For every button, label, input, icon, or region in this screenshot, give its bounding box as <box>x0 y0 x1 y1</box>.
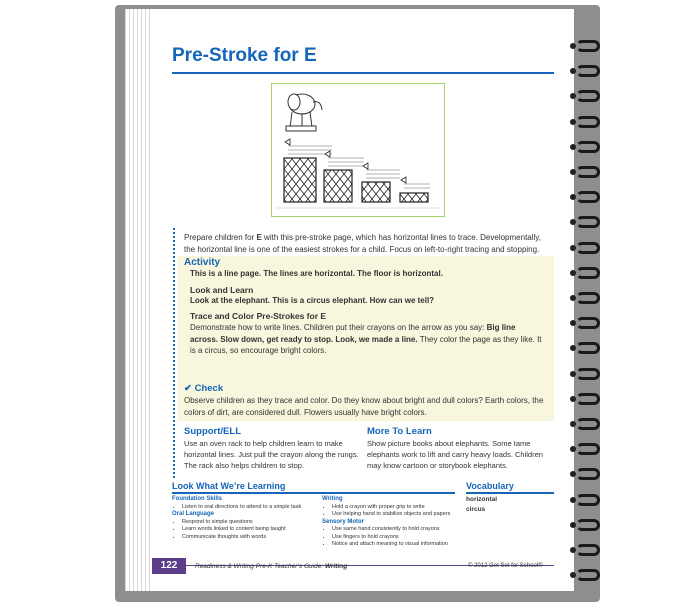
dotted-margin-line <box>173 228 175 478</box>
list-item: • Learn words linked to content being taught <box>182 526 317 534</box>
trace-text: Demonstrate how to write lines. Children put their crayons on the arrow as you say: Big line across. Slow down, get ready to stop. Look, we made a line. They color the page as they like. It is a circus, so encourage bright colors. <box>190 323 542 355</box>
spiral-coil <box>574 368 604 382</box>
spiral-coil <box>574 141 604 155</box>
spiral-coil <box>574 443 604 457</box>
vocabulary-rule <box>466 492 554 494</box>
support-heading: Support/ELL <box>184 426 241 437</box>
spiral-coil <box>574 519 604 533</box>
support-text: Use an oven rack to help children learn to make horizontal lines. Just pull the crayon along the rungs. The rack also helps children to stop. <box>184 439 359 470</box>
vocab-word: horizontal <box>466 496 498 503</box>
spiral-coil <box>574 242 604 256</box>
look-learn-heading: Look and Learn <box>190 285 254 295</box>
vocabulary-heading: Vocabulary <box>466 481 514 491</box>
learning-column-right <box>322 496 462 549</box>
learning-column-left <box>172 496 317 541</box>
list-item: • Listen to oral directions to attend to a simple task <box>182 504 317 512</box>
spiral-coil <box>574 393 604 407</box>
list-item: • Use fingers to hold crayons <box>332 534 462 542</box>
trace-heading: Trace and Color Pre-Strokes for E <box>190 311 327 321</box>
spiral-coil <box>574 317 604 331</box>
worksheet-thumbnail <box>271 83 445 217</box>
look-learn-text: Look at the elephant. This is a circus elephant. How can we tell? <box>190 296 435 305</box>
spiral-coil <box>574 90 604 104</box>
list-item: • Notice and attach meaning to visual information <box>332 541 462 549</box>
spiral-coil <box>574 216 604 230</box>
foundation-heading: Foundation Skills <box>172 496 223 502</box>
oral-heading: Oral Language <box>172 511 215 517</box>
spiral-coil <box>574 267 604 281</box>
more-text: Show picture books about elephants. Some tame elephants work to lift and carry heavy loads. Children may know cartoon or storybook elephants. <box>367 439 543 470</box>
spiral-coil <box>574 342 604 356</box>
page-number: 122 <box>152 558 186 574</box>
spiral-coil <box>574 65 604 79</box>
spiral-coil <box>574 292 604 306</box>
spiral-coil <box>574 166 604 180</box>
activity-line: This is a line page. The lines are horizontal. The floor is horizontal. <box>190 269 443 278</box>
intro-text: Prepare children for E with this pre-stroke page, which has horizontal lines to trace. Developmentally, the horizontal line is one of the easiest strokes for a child. Focus on left-to-right tracing and stopping. <box>184 233 541 254</box>
sensory-heading: Sensory Motor <box>322 518 365 525</box>
page-title: Pre-Stroke for E <box>172 45 317 66</box>
writing-heading: Writing <box>322 496 343 502</box>
title-rule <box>172 72 554 74</box>
list-item: • Use same hand consistently to hold crayons <box>332 526 462 534</box>
list-item: • Respond to simple questions <box>182 519 317 527</box>
check-text: Observe children as they trace and color. Do they know about bright and dull colors? Earth colors, the colors of dirt, are considered dull. Flowers usually have bright colors. <box>184 396 544 417</box>
spiral-coil <box>574 191 604 205</box>
list-item: • Hold a crayon with proper grip to write <box>332 504 462 512</box>
learning-heading: Look What We’re Learning <box>172 481 286 491</box>
list-item: • Communicate thoughts with words <box>182 534 317 542</box>
activity-heading: Activity <box>184 257 221 268</box>
footer-book-title: Readiness & Writing Pre-K Teacher’s Guide: Writing <box>195 563 348 570</box>
list-item: • Use helping hand to stabilize objects and papers <box>332 511 462 519</box>
spiral-coil <box>574 40 604 54</box>
spiral-coil <box>574 569 604 583</box>
worksheet-illustration <box>272 84 444 216</box>
vocab-word: circus <box>466 506 486 513</box>
spiral-coil <box>574 116 604 130</box>
spiral-binding <box>574 40 614 595</box>
spiral-coil <box>574 468 604 482</box>
elephant-icon <box>286 94 322 131</box>
spiral-coil <box>574 544 604 558</box>
learning-rule <box>172 492 455 494</box>
spiral-coil <box>574 494 604 508</box>
page-edges <box>125 9 155 591</box>
more-heading: More To Learn <box>367 426 432 437</box>
check-heading: ✔ Check <box>184 383 224 394</box>
footer-copyright: © 2012 Get Set for School® <box>468 563 543 569</box>
spiral-coil <box>574 418 604 432</box>
